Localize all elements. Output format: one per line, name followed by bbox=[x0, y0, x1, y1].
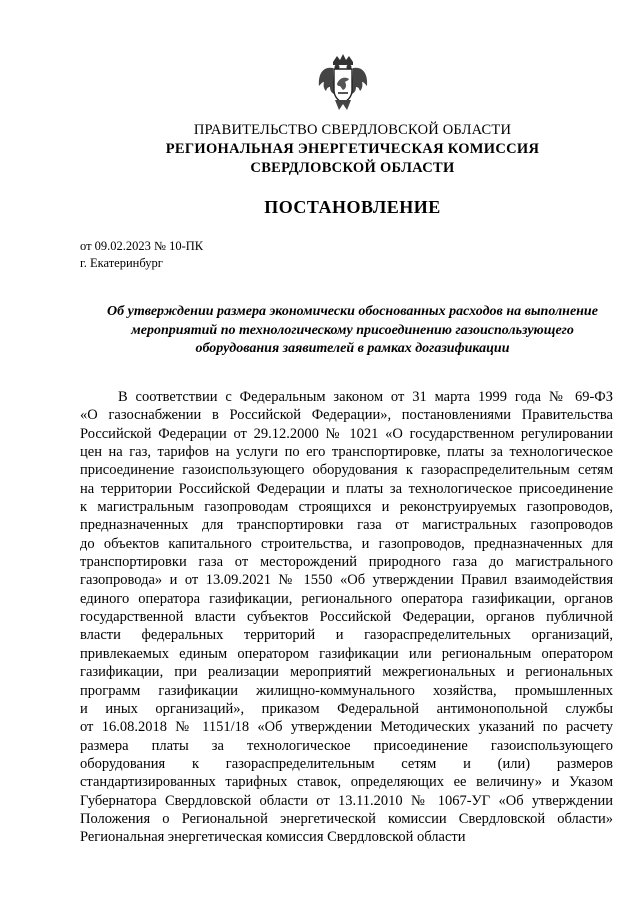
body-line: транспортировки газа от месторождений природного газа до магистрального bbox=[80, 554, 613, 571]
header-commission: РЕГИОНАЛЬНАЯ ЭНЕРГЕТИЧЕСКАЯ КОМИССИЯ bbox=[165, 141, 540, 157]
subject-line: мероприятий по технологическому присоединению газоиспользующего bbox=[131, 322, 574, 338]
coat-of-arms-icon bbox=[315, 52, 371, 114]
document-subject bbox=[80, 303, 625, 359]
body-line: «О газоснабжении в Российской Федерации», постановлениями Правительства bbox=[80, 407, 613, 424]
body-line: присоединение газоиспользующего оборудования к газораспределительным сетям bbox=[80, 462, 613, 479]
subject-line: Об утверждении размера экономически обоснованных расходов на выполнение bbox=[107, 304, 598, 319]
subject-line: оборудования заявителей в рамках догазификации bbox=[195, 341, 510, 356]
body-line: к магистральным газопроводам строящихся и реконструируемых газопроводов, bbox=[80, 499, 613, 516]
body-line: от 16.08.2018 № 1151/18 «Об утверждении Методических указаний по расчету bbox=[80, 719, 613, 736]
body-line: газификации, при реализации мероприятий межрегиональных и региональных bbox=[80, 664, 613, 681]
document-title: ПОСТАНОВЛЕНИЕ bbox=[264, 197, 441, 217]
body-line: до объектов капитального строительства, и газопроводов, предназначенных для bbox=[80, 535, 613, 552]
body-line: Российской Федерации от 29.12.2000 № 1021 «О государственном регулировании bbox=[80, 425, 613, 442]
body-line: размера платы за технологическое присоединение газоиспользующего bbox=[80, 737, 613, 754]
body-line: программ газификации жилищно-коммунального хозяйства, промышленных bbox=[80, 682, 613, 699]
document-date-number: от 09.02.2023 № 10-ПК bbox=[80, 239, 204, 253]
body-line: стандартизированных тарифных ставок, определяющих ее величину» и Указом bbox=[80, 774, 613, 791]
body-line: государственной власти субъектов Российской Федерации, органов публичной bbox=[80, 609, 613, 626]
header-region: СВЕРДЛОВСКОЙ ОБЛАСТИ bbox=[250, 160, 455, 176]
body-line: и иных организаций», приказом Федеральной антимонопольной службы bbox=[80, 700, 613, 717]
body-line: власти федеральных территорий и газораспределительных организаций, bbox=[80, 627, 613, 644]
body-line: Губернатора Свердловской области от 13.11.2010 № 1067-УГ «Об утверждении bbox=[80, 792, 613, 809]
body-line: привлекаемых единым оператором газификации или региональным оператором bbox=[80, 645, 613, 662]
body-line: В соответствии с Федеральным законом от 31 марта 1999 года № 69-ФЗ bbox=[118, 389, 613, 405]
body-line: Региональная энергетическая комиссия Свердловской области bbox=[80, 829, 466, 846]
body-line: предназначенных для транспортировки газа от магистральных газопроводов bbox=[80, 517, 613, 534]
document-body bbox=[80, 388, 613, 847]
body-line: единого оператора газификации, регионального оператора газификации, органов bbox=[80, 590, 613, 607]
body-line: цен на газ, тарифов на услуги по его транспортировке, платы за технологическое bbox=[80, 444, 613, 461]
body-line: Положения о Региональной энергетической комиссии Свердловской области» bbox=[80, 810, 613, 827]
document-city: г. Екатеринбург bbox=[80, 256, 163, 270]
body-line: газопровода» и от 13.09.2021 № 1550 «Об утверждении Правил взаимодействия bbox=[80, 572, 613, 589]
body-line: оборудования к газораспределительным сетям и (или) размеров bbox=[80, 755, 613, 772]
header-government: ПРАВИТЕЛЬСТВО СВЕРДЛОВСКОЙ ОБЛАСТИ bbox=[193, 122, 512, 138]
body-line: на территории Российской Федерации и платы за технологическое присоединение bbox=[80, 480, 613, 497]
